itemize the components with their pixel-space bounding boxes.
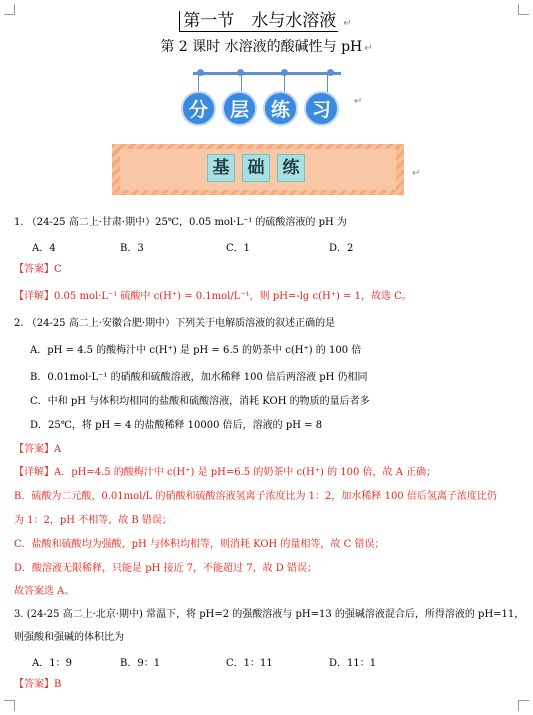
q2-option-c: C．中和 pH 与体积均相同的盐酸和硫酸溶液，消耗 KOH 的物质的量后者多: [30, 396, 370, 407]
banner-tag-4: 习: [304, 91, 339, 126]
paragraph-mark-icon: ↵: [412, 168, 421, 179]
q1-stem: 1. （24-25 高二上·甘肃·期中）25℃，0.05 mol·L⁻¹ 的硫酸溶液的 pH 为: [14, 217, 347, 228]
q3-option-b: B．9：1: [120, 658, 161, 669]
banner-tag-1: 分: [181, 91, 216, 126]
q3-stem-1: 3. (24-25 高二上·北京·期中) 常温下，将 pH=2 的强酸溶液与 pH=13 的强碱溶液混合后，所得溶液的 pH=11，: [14, 609, 525, 620]
paragraph-mark-icon: ↵: [364, 43, 373, 54]
q3-stem-2: 则强酸和强碱的体积比为: [14, 632, 124, 643]
q1-answer: 【答案】C: [14, 264, 62, 275]
q2-option-a: A．pH = 4.5 的酸梅汁中 c(H⁺) 是 pH = 6.5 的奶茶中 c(H⁺) 的 100 倍: [30, 345, 362, 356]
q2-explanation-6: 故答案选 A。: [14, 586, 75, 597]
banner-tag-2: 层: [222, 91, 257, 126]
crop-mark-bottom-right: [518, 700, 529, 711]
q3-answer: 【答案】B: [14, 679, 62, 690]
q2-explanation-5: D．酸溶液无限稀释，只能是 pH 接近 7，不能超过 7，故 D 错误；: [14, 563, 317, 574]
paragraph-mark-icon: ↵: [343, 18, 352, 29]
q3-option-c: C．1：11: [226, 658, 273, 669]
q2-answer: 【答案】A: [14, 444, 62, 455]
q1-option-d: D．2: [329, 243, 354, 254]
q1-option-a: A．4: [32, 243, 56, 254]
lesson-title: 第 2 课时 水溶液的酸碱性与 pH ↵: [160, 39, 373, 55]
q3-options: [0, 654, 533, 668]
paragraph-mark-icon: ↵: [354, 96, 363, 107]
banner-hanger-rail: [193, 72, 341, 75]
q3-option-d: D．11：1: [329, 658, 377, 669]
q1-option-c: C．1: [226, 243, 251, 254]
section-banner-basic: [112, 144, 404, 195]
banner-char-1: 基: [207, 154, 235, 182]
q2-stem: 2. （24-25 高二上·安徽合肥·期中）下列关于电解质溶液的叙述正确的是: [14, 318, 336, 329]
banner-tag-3: 练: [263, 91, 298, 126]
section-title: 第一节 水与水溶液 ↵: [0, 6, 533, 31]
banner-char-2: 础: [242, 154, 270, 182]
q2-explanation-4: C．盐酸和硫酸均为强酸，pH 与体积均相等，则消耗 KOH 的量相等，故 C 错误；: [14, 539, 385, 550]
q2-explanation-1: 【详解】A．pH=4.5 的酸梅汁中 c(H⁺) 是 pH=6.5 的奶茶中 c(H⁺) 的 100 倍，故 A 正确；: [14, 467, 437, 478]
crop-mark-bottom-left: [4, 700, 15, 711]
q1-option-b: B．3: [120, 243, 144, 254]
q2-explanation-2: B．硫酸为二元酸，0.01mol/L 的硝酸和硫酸溶液氢离子浓度比为 1：2，加水稀释 100 倍后氢离子浓度比仍: [14, 491, 497, 502]
q1-explanation: 【详解】0.05 mol·L⁻¹ 硫酸中 c(H⁺) = 0.1mol/L⁻¹，则 pH=-lg c(H⁺) = 1，故选 C。: [14, 291, 412, 302]
q2-option-b: B．0.01mol·L⁻¹ 的硝酸和硫酸溶液，加水稀释 100 倍后两溶液 pH 仍相同: [30, 372, 368, 383]
q3-option-a: A．1：9: [32, 658, 72, 669]
q2-option-d: D．25℃，将 pH = 4 的盐酸稀释 10000 倍后，溶液的 pH = 8: [30, 420, 323, 431]
q2-explanation-3: 为 1：2，pH 不相等，故 B 错误；: [14, 515, 172, 526]
q1-options: [0, 239, 533, 253]
banner-char-3: 练: [277, 154, 305, 182]
